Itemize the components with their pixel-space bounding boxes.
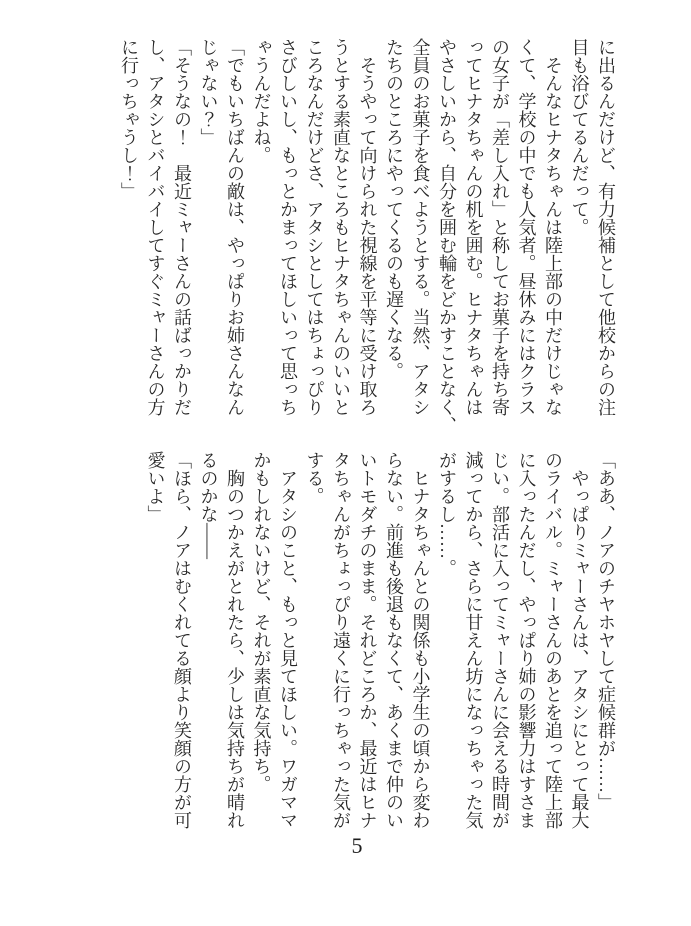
text-line: るのかな―― <box>198 451 219 559</box>
text-line: アタシのこと、もっと見てほしい。ワガママ <box>278 451 298 829</box>
text-line: そうやって向けられた視線を平等に受け取ろ <box>357 38 378 416</box>
text-line: やっぱりミャーさんは、アタシにとって最大 <box>569 451 590 829</box>
text-line: じい。部活に入ってミャーさんに会える時間が <box>490 451 510 829</box>
text-line: の女子が「差し入れ」と称してお菓子を持ち寄 <box>490 38 510 416</box>
text-line: 減ってから、さらに甘えん坊になっちゃった気 <box>463 451 484 829</box>
text-line: ヒナタちゃんとの関係も小学生の頃から変わ <box>410 451 431 829</box>
text-line: いトモダチのまま。それどころか、最近はヒナ <box>357 451 378 829</box>
text-line: のライバル。ミャーさんのあとを追って陸上部 <box>543 451 563 829</box>
text-line: くて、学校の中でも人気者。昼休みにはクラス <box>516 38 537 416</box>
text-line: ころなんだけどさ、アタシとしてはちょっぴり <box>304 38 325 416</box>
text-line: じゃない？」 <box>198 38 219 146</box>
text-line: 「でもいちばんの敵は、やっぱりお姉さんなん <box>225 38 245 416</box>
text-line: さびしいし、もっとかまってほしいって思っち <box>278 38 298 416</box>
text-line: 目も浴びてるんだって。 <box>569 38 590 236</box>
text-block-lower <box>142 451 619 829</box>
text-line: タちゃんがちょっぴり遠くに行っちゃった気が <box>331 451 351 829</box>
text-line: たちのところにやってくるのも遅くなる。 <box>384 38 404 380</box>
text-line: に入ったんだし、やっぱり姉の影響力はすさま <box>516 451 537 829</box>
text-line: 全員のお菓子を食べようとする。当然、アタシ <box>410 38 431 416</box>
text-line: 「そうなの！ 最近ミャーさんの話ばっかりだ <box>172 38 192 416</box>
text-line: やさしいから、自分を囲む輪をどかすことなく、 <box>437 38 457 434</box>
text-line: らない。前進も後退もなくて、あくまで仲のい <box>384 451 404 829</box>
page-number: 5 <box>351 833 363 858</box>
text-line: ってヒナタちゃんの机を囲む。ヒナタちゃんは <box>463 38 484 416</box>
text-line: 胸のつかえがとれたら、少しは気持ちが晴れ <box>225 451 245 829</box>
text-line: そんなヒナタちゃんは陸上部の中だけじゃな <box>543 38 563 416</box>
text-line: うとする素直なところもヒナタちゃんのいいと <box>331 38 351 416</box>
text-line: かもしれないけど、それが素直な気持ち。 <box>251 451 272 793</box>
text-line: に行っちゃうし！」 <box>119 38 139 200</box>
text-line: 「ほら、ノアはむくれてる顔より笑顔の方が可 <box>172 451 192 829</box>
text-line: がするし……。 <box>437 451 457 577</box>
text-line: 愛いよ」 <box>145 451 166 523</box>
text-line: ゃうんだよね。 <box>251 38 272 164</box>
text-block-upper <box>116 38 620 434</box>
text-line: 「ああ、ノアのチヤホヤして症候群が……」 <box>596 451 616 811</box>
text-line: し、アタシとバイバイしてすぐミャーさんの方 <box>145 38 166 416</box>
text-line: に出るんだけど、有力候補として他校からの注 <box>596 38 616 416</box>
text-line: する。 <box>304 451 325 505</box>
